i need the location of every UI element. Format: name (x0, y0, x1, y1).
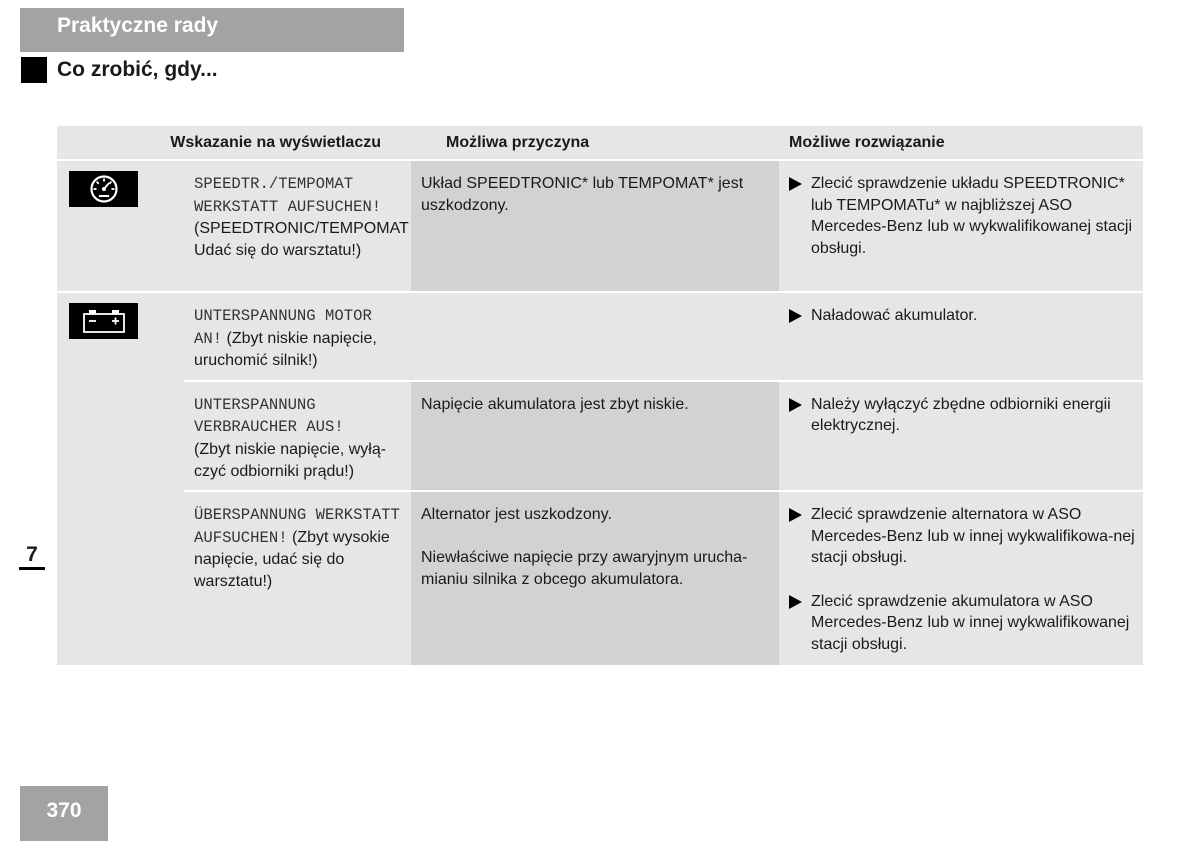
cause-text: Napięcie akumulatora jest zbyt niskie. (421, 395, 689, 413)
arrow-right-icon (789, 177, 802, 191)
solution-cell (779, 292, 1143, 381)
message-code: SPEEDTR./TEMPOMAT WERKSTATT AUFSUCHEN! (194, 175, 382, 216)
indicator-icon-cell (57, 160, 184, 292)
section-tab: Praktyczne rady (20, 8, 404, 52)
cause-text: Alternator jest uszkodzony. (421, 506, 612, 524)
indicator-icon-cell (57, 292, 184, 666)
message-translation: (SPEEDTRONIC/TEMPOMAT Udać się do warsztatu!) (194, 220, 409, 259)
solution-cell (779, 381, 1143, 491)
cause-text: Niewłaściwe napięcie przy awaryjnym urucha-mianiu silnika z obcego akumulatora. (421, 549, 748, 588)
troubleshooting-table (57, 126, 1143, 667)
cause-text: Układ SPEEDTRONIC* lub TEMPOMAT* jest uszkodzony. (421, 175, 744, 214)
message-translation: (Zbyt wysokie napięcie, udać się do warsztatu!) (194, 528, 390, 590)
table-header-row (57, 126, 1143, 160)
cause-cell (411, 292, 779, 381)
header-cause: Możliwa przyczyna (411, 126, 779, 160)
solution-item (789, 394, 1135, 437)
page-number: 370 (20, 786, 108, 841)
solution-text: Zlecić sprawdzenie alternatora w ASO Mercedes-Benz lub w innej wykwalifikowa-nej stacji obsługi. (811, 506, 1135, 567)
solution-cell (779, 160, 1143, 292)
cause-cell (411, 491, 779, 666)
table-row (57, 381, 1143, 491)
cause-cell (411, 381, 779, 491)
header-indicator: Wskazanie na wyświetlaczu (57, 126, 411, 160)
display-message (184, 160, 411, 292)
arrow-right-icon (789, 595, 802, 609)
message-translation: (Zbyt niskie napięcie, wyłą-czyć odbiorniki prądu!) (194, 440, 387, 480)
table-row (57, 491, 1143, 666)
solution-text: Zlecić sprawdzenie akumulatora w ASO Mercedes-Benz lub w innej wykwalifikowanej stacji obsługi. (811, 592, 1130, 653)
solution-item (789, 504, 1135, 569)
arrow-right-icon (789, 309, 802, 323)
chapter-number: 7 (19, 542, 45, 570)
message-code: UNTERSPANNUNG MOTOR AN! (194, 307, 372, 348)
display-message (184, 491, 411, 666)
arrow-right-icon (789, 508, 802, 522)
speedometer-icon (69, 171, 138, 207)
battery-icon (69, 303, 138, 339)
message-code: UNTERSPANNUNG VERBRAUCHER AUS! (194, 395, 344, 437)
display-message (184, 381, 411, 491)
page-title: Co zrobić, gdy... (57, 58, 218, 81)
solution-text: Naładować akumulator. (811, 307, 978, 324)
solution-item (789, 305, 1135, 327)
message-code: ÜBERSPANNUNG WERKSTATT AUFSUCHEN! (194, 506, 400, 547)
table-row (57, 160, 1143, 292)
arrow-right-icon (789, 398, 802, 412)
solution-cell (779, 491, 1143, 666)
title-marker (21, 57, 47, 83)
table-row (57, 292, 1143, 381)
solution-item (789, 591, 1135, 656)
display-message (184, 292, 411, 381)
header-solution: Możliwe rozwiązanie (779, 126, 1143, 160)
solution-text: Zlecić sprawdzenie układu SPEEDTRONIC* lub TEMPOMATu* w najbliższej ASO Mercedes-Benz lub w wykwalifikowanej stacji obsługi. (811, 175, 1133, 257)
solution-item (789, 173, 1135, 259)
message-translation: (Zbyt niskie napięcie, uruchomić silnik!) (194, 329, 377, 370)
solution-text: Należy wyłączyć zbędne odbiorniki energii elektrycznej. (811, 395, 1111, 435)
cause-cell (411, 160, 779, 292)
